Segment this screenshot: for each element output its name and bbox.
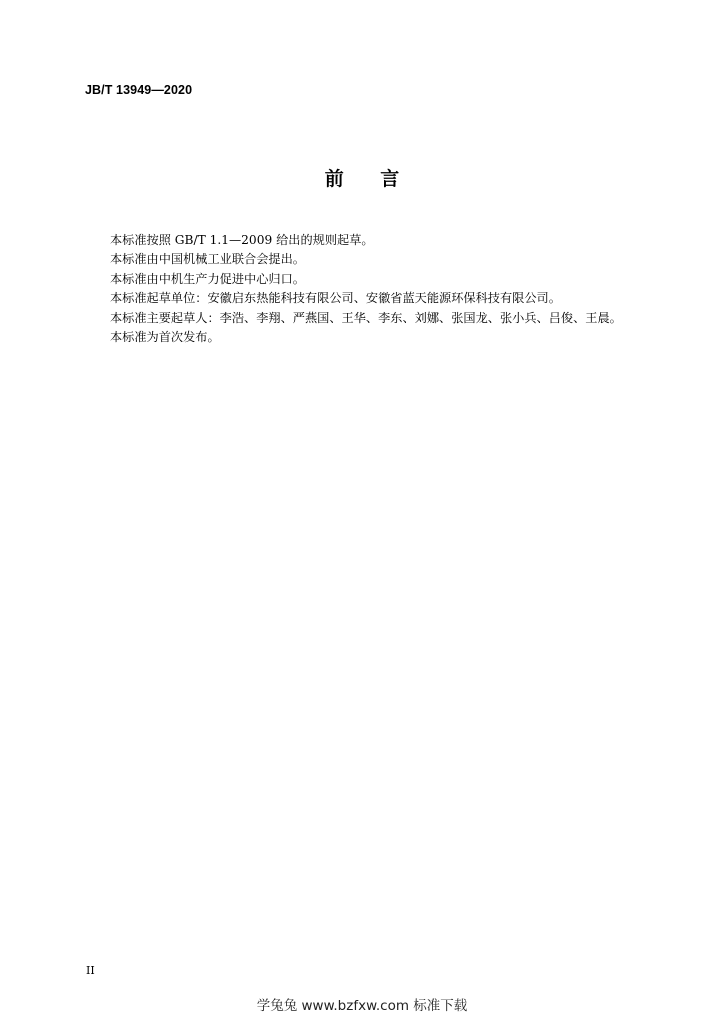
page-number: II xyxy=(86,964,95,977)
paragraph-proposer: 本标准由中国机械工业联合会提出。 xyxy=(110,252,305,267)
paragraph-drafting-rules: 本标准按照 GB/T 1.1—2009 给出的规则起草。 xyxy=(110,233,374,247)
footer-watermark: 学兔兔 www.bzfxw.com 标准下载 xyxy=(256,998,468,1014)
paragraph-administrator: 本标准由中机生产力促进中心归口。 xyxy=(110,271,305,286)
foreword-paragraphs xyxy=(110,231,670,347)
document-code: JB/T 13949—2020 xyxy=(85,83,193,97)
page-title: 前 言 xyxy=(324,168,400,190)
paragraph-drafters: 本标准主要起草人：李浩、李翔、严燕国、王华、李东、刘娜、张国龙、张小兵、吕俊、王晨。 xyxy=(110,310,622,325)
paragraph-first-edition: 本标准为首次发布。 xyxy=(110,330,220,345)
paragraph-drafting-units: 本标准起草单位：安徽启东热能科技有限公司、安徽省蓝天能源环保科技有限公司。 xyxy=(110,291,561,306)
